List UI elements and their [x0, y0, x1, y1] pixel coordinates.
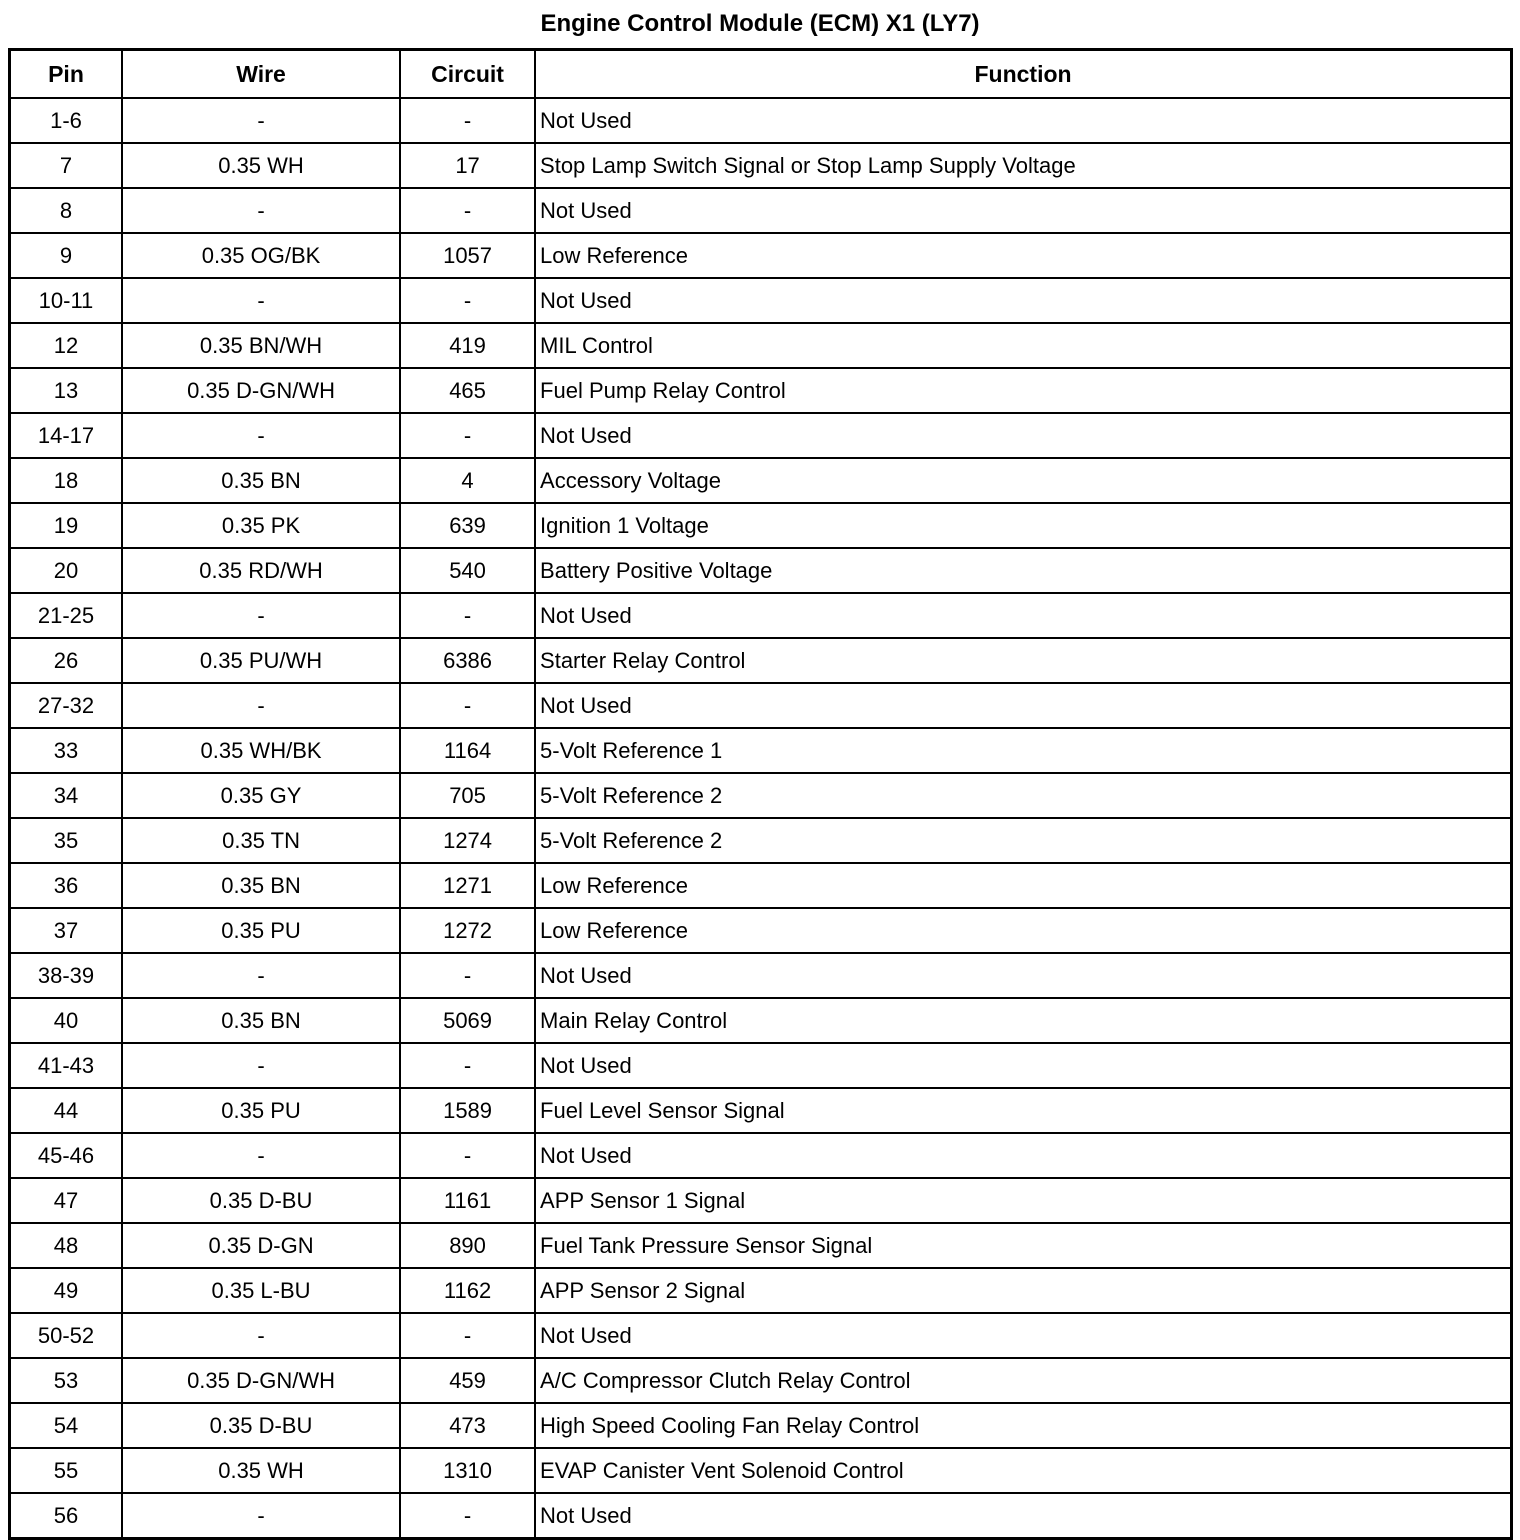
table-row: [10, 1358, 1512, 1403]
cell-circuit: 1589: [400, 1088, 535, 1133]
cell-function: Main Relay Control: [535, 998, 1511, 1043]
cell-pin: 26: [10, 638, 122, 683]
column-header-function: Function: [535, 50, 1511, 99]
column-header-pin: Pin: [10, 50, 122, 99]
cell-function: 5-Volt Reference 2: [535, 773, 1511, 818]
cell-function: APP Sensor 2 Signal: [535, 1268, 1511, 1313]
table-row: [10, 953, 1512, 998]
table-row: [10, 638, 1512, 683]
cell-function: Ignition 1 Voltage: [535, 503, 1511, 548]
table-row: [10, 368, 1512, 413]
column-header-wire: Wire: [122, 50, 400, 99]
table-header-row: [10, 50, 1512, 99]
table-row: [10, 233, 1512, 278]
table-body: [10, 98, 1512, 1539]
cell-function: Low Reference: [535, 863, 1511, 908]
cell-function: Fuel Level Sensor Signal: [535, 1088, 1511, 1133]
cell-function: A/C Compressor Clutch Relay Control: [535, 1358, 1511, 1403]
cell-function: Fuel Tank Pressure Sensor Signal: [535, 1223, 1511, 1268]
table-row: [10, 548, 1512, 593]
cell-circuit: 1164: [400, 728, 535, 773]
cell-function: Not Used: [535, 1493, 1511, 1539]
table-row: [10, 998, 1512, 1043]
cell-circuit: 17: [400, 143, 535, 188]
cell-pin: 34: [10, 773, 122, 818]
table-row: [10, 98, 1512, 143]
cell-function: Accessory Voltage: [535, 458, 1511, 503]
cell-wire: 0.35 PK: [122, 503, 400, 548]
table-row: [10, 413, 1512, 458]
cell-pin: 56: [10, 1493, 122, 1539]
cell-function: EVAP Canister Vent Solenoid Control: [535, 1448, 1511, 1493]
cell-function: Not Used: [535, 1313, 1511, 1358]
cell-function: Low Reference: [535, 233, 1511, 278]
page-title: Engine Control Module (ECM) X1 (LY7): [540, 10, 980, 37]
cell-function: Not Used: [535, 953, 1511, 998]
table-row: [10, 1223, 1512, 1268]
cell-circuit: 1272: [400, 908, 535, 953]
table-row: [10, 1178, 1512, 1223]
table-row: [10, 278, 1512, 323]
table-row: [10, 1088, 1512, 1133]
cell-circuit: -: [400, 1493, 535, 1539]
table-row: [10, 1403, 1512, 1448]
cell-circuit: 540: [400, 548, 535, 593]
cell-circuit: 465: [400, 368, 535, 413]
cell-pin: 9: [10, 233, 122, 278]
cell-circuit: -: [400, 1133, 535, 1178]
cell-wire: 0.35 OG/BK: [122, 233, 400, 278]
table-row: [10, 1493, 1512, 1539]
cell-wire: 0.35 D-GN/WH: [122, 368, 400, 413]
cell-circuit: 639: [400, 503, 535, 548]
cell-circuit: 705: [400, 773, 535, 818]
cell-function: APP Sensor 1 Signal: [535, 1178, 1511, 1223]
cell-pin: 40: [10, 998, 122, 1043]
cell-function: Stop Lamp Switch Signal or Stop Lamp Supply Voltage: [535, 143, 1511, 188]
cell-wire: 0.35 PU: [122, 908, 400, 953]
table-row: [10, 773, 1512, 818]
cell-pin: 37: [10, 908, 122, 953]
cell-function: High Speed Cooling Fan Relay Control: [535, 1403, 1511, 1448]
cell-wire: -: [122, 683, 400, 728]
table-row: [10, 143, 1512, 188]
cell-pin: 48: [10, 1223, 122, 1268]
cell-circuit: -: [400, 188, 535, 233]
cell-circuit: -: [400, 278, 535, 323]
cell-wire: -: [122, 1493, 400, 1539]
table-row: [10, 188, 1512, 233]
cell-circuit: -: [400, 1043, 535, 1088]
cell-pin: 53: [10, 1358, 122, 1403]
cell-wire: 0.35 GY: [122, 773, 400, 818]
cell-wire: 0.35 D-GN: [122, 1223, 400, 1268]
cell-wire: 0.35 D-BU: [122, 1178, 400, 1223]
cell-wire: -: [122, 1043, 400, 1088]
cell-wire: 0.35 BN: [122, 458, 400, 503]
cell-pin: 21-25: [10, 593, 122, 638]
cell-function: Low Reference: [535, 908, 1511, 953]
cell-pin: 10-11: [10, 278, 122, 323]
cell-circuit: 1162: [400, 1268, 535, 1313]
cell-wire: 0.35 WH: [122, 143, 400, 188]
cell-pin: 18: [10, 458, 122, 503]
table-row: [10, 818, 1512, 863]
cell-function: Not Used: [535, 1043, 1511, 1088]
cell-pin: 12: [10, 323, 122, 368]
cell-wire: 0.35 BN: [122, 998, 400, 1043]
cell-pin: 49: [10, 1268, 122, 1313]
cell-pin: 36: [10, 863, 122, 908]
cell-pin: 7: [10, 143, 122, 188]
cell-pin: 20: [10, 548, 122, 593]
cell-circuit: 6386: [400, 638, 535, 683]
cell-function: MIL Control: [535, 323, 1511, 368]
cell-wire: 0.35 D-BU: [122, 1403, 400, 1448]
ecm-pinout-table: [8, 48, 1513, 1540]
cell-function: Not Used: [535, 593, 1511, 638]
cell-wire: -: [122, 278, 400, 323]
cell-wire: -: [122, 593, 400, 638]
cell-circuit: -: [400, 683, 535, 728]
cell-function: Starter Relay Control: [535, 638, 1511, 683]
table-row: [10, 908, 1512, 953]
cell-wire: 0.35 WH/BK: [122, 728, 400, 773]
cell-wire: -: [122, 1133, 400, 1178]
cell-wire: 0.35 L-BU: [122, 1268, 400, 1313]
cell-function: Not Used: [535, 413, 1511, 458]
cell-circuit: -: [400, 953, 535, 998]
cell-pin: 50-52: [10, 1313, 122, 1358]
cell-function: 5-Volt Reference 1: [535, 728, 1511, 773]
cell-circuit: 1310: [400, 1448, 535, 1493]
cell-circuit: 4: [400, 458, 535, 503]
table-row: [10, 458, 1512, 503]
cell-circuit: -: [400, 413, 535, 458]
cell-circuit: -: [400, 593, 535, 638]
cell-circuit: 419: [400, 323, 535, 368]
cell-function: Not Used: [535, 188, 1511, 233]
cell-circuit: 473: [400, 1403, 535, 1448]
cell-pin: 41-43: [10, 1043, 122, 1088]
cell-wire: -: [122, 98, 400, 143]
cell-circuit: 5069: [400, 998, 535, 1043]
cell-pin: 19: [10, 503, 122, 548]
cell-pin: 54: [10, 1403, 122, 1448]
cell-wire: -: [122, 1313, 400, 1358]
cell-wire: 0.35 PU: [122, 1088, 400, 1133]
cell-pin: 14-17: [10, 413, 122, 458]
table-row: [10, 503, 1512, 548]
cell-function: Not Used: [535, 1133, 1511, 1178]
cell-wire: 0.35 RD/WH: [122, 548, 400, 593]
cell-circuit: 1057: [400, 233, 535, 278]
table-row: [10, 1448, 1512, 1493]
table-row: [10, 863, 1512, 908]
cell-wire: -: [122, 188, 400, 233]
cell-wire: 0.35 PU/WH: [122, 638, 400, 683]
column-header-circuit: Circuit: [400, 50, 535, 99]
cell-circuit: -: [400, 98, 535, 143]
cell-function: Fuel Pump Relay Control: [535, 368, 1511, 413]
cell-function: Not Used: [535, 683, 1511, 728]
cell-function: 5-Volt Reference 2: [535, 818, 1511, 863]
cell-wire: 0.35 BN/WH: [122, 323, 400, 368]
table-row: [10, 1043, 1512, 1088]
table-row: [10, 1313, 1512, 1358]
cell-function: Not Used: [535, 98, 1511, 143]
cell-pin: 35: [10, 818, 122, 863]
cell-circuit: 1274: [400, 818, 535, 863]
cell-wire: 0.35 D-GN/WH: [122, 1358, 400, 1403]
cell-wire: -: [122, 953, 400, 998]
cell-circuit: 1161: [400, 1178, 535, 1223]
cell-pin: 44: [10, 1088, 122, 1133]
cell-circuit: 890: [400, 1223, 535, 1268]
cell-pin: 33: [10, 728, 122, 773]
cell-pin: 38-39: [10, 953, 122, 998]
cell-wire: 0.35 WH: [122, 1448, 400, 1493]
cell-circuit: -: [400, 1313, 535, 1358]
cell-circuit: 1271: [400, 863, 535, 908]
cell-pin: 27-32: [10, 683, 122, 728]
cell-pin: 13: [10, 368, 122, 413]
table-row: [10, 683, 1512, 728]
cell-pin: 1-6: [10, 98, 122, 143]
cell-function: Not Used: [535, 278, 1511, 323]
cell-pin: 47: [10, 1178, 122, 1223]
table-row: [10, 1133, 1512, 1178]
table-row: [10, 728, 1512, 773]
cell-wire: 0.35 BN: [122, 863, 400, 908]
table-row: [10, 1268, 1512, 1313]
cell-function: Battery Positive Voltage: [535, 548, 1511, 593]
table-row: [10, 593, 1512, 638]
cell-wire: 0.35 TN: [122, 818, 400, 863]
cell-wire: -: [122, 413, 400, 458]
cell-pin: 55: [10, 1448, 122, 1493]
cell-pin: 8: [10, 188, 122, 233]
table-row: [10, 323, 1512, 368]
cell-circuit: 459: [400, 1358, 535, 1403]
cell-pin: 45-46: [10, 1133, 122, 1178]
